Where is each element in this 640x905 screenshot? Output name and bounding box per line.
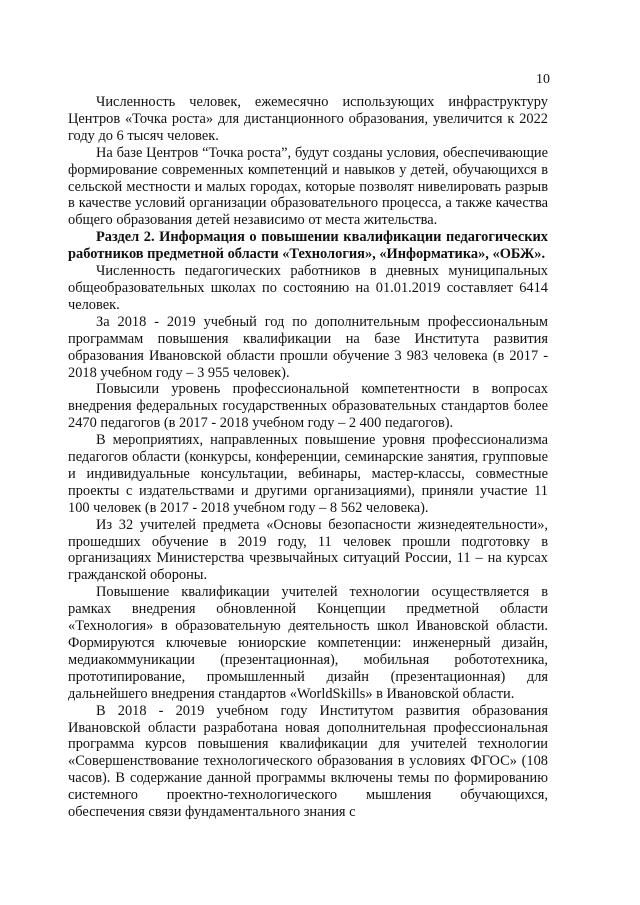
document-body [68, 94, 548, 821]
paragraph-centers-competencies: На базе Центров “Точка роста”, будут созданы условия, обеспечивающие формирование современных компетенций и навыков у детей, обучающихся в сельской местности и малых городах, которые позволят нивелировать разрыв в качестве условий организации образовательного процесса, а также качества общего образования детей независимо от места жительства. [68, 144, 548, 229]
section-2-heading: Раздел 2. Информация о повышении квалификации педагогических работников предметной области «Технология», «Информатика», «ОБЖ». [68, 229, 548, 263]
paragraph-obzh-teachers: Из 32 учителей предмета «Основы безопасности жизнедеятельности», прошедших обучение в 2019 году, 11 человек прошли подготовку в организациях Министерства чрезвычайных ситуаций России, 11 – на курсах гражданской обороны. [68, 516, 548, 584]
paragraph-teachers-count: Численность педагогических работников в дневных муниципальных общеобразовательных школах по состоянию на 01.01.2019 составляет 6414 человек. [68, 263, 548, 313]
paragraph-training-2018-2019: За 2018 - 2019 учебный год по дополнительным профессиональным программам повышения квалификации на базе Института развития образования Ивановской области прошли обучение 3 983 человека (в 2017 - 2018 учебном году – 3 955 человек). [68, 313, 548, 381]
paragraph-events-participation: В мероприятиях, направленных повышение уровня профессионализма педагогов области (конкурсы, конференции, семинарские занятия, групповые и индивидуальные консультации, вебинары, мастер-классы, совместные проекты с издательствами и другими организациями), приняли участие 11 100 человек (в 2017 - 2018 учебном году – 8 562 человека). [68, 432, 548, 516]
paragraph-new-program: В 2018 - 2019 учебном году Институтом развития образования Ивановской области разработана новая дополнительная профессиональная программа курсов повышения квалификации для учителей технологии «Совершенствование технологического образования в условиях ФГОС» (108 часов). В содержание данной программы включены темы по формированию системного проектно-технологического мышления обучающихся, обеспечения связи фундаментального знания с [68, 702, 548, 821]
page-number: 10 [536, 72, 550, 87]
paragraph-technology-concept: Повышение квалификации учителей технологии осуществляется в рамках внедрения обновленной Концепции предметной области «Технология» в образовательную деятельность школ Ивановской области. Формируются ключевые юниорские компетенции: инженерный дизайн, медиакоммуникации (презентационная), мобильная робототехника, прототипирование, промышленный дизайн (презентационная) для дальнейшего внедрения стандартов «WorldSkills» в Ивановской области. [68, 584, 548, 702]
paragraph-centers-remote-education: Численность человек, ежемесячно использующих инфраструктуру Центров «Точка роста» для дистанционного образования, увеличится к 2022 году до 6 тысяч человек. [68, 94, 548, 144]
paragraph-fgos-competence: Повысили уровень профессиональной компетентности в вопросах внедрения федеральных государственных образовательных стандартов более 2470 педагогов (в 2017 - 2018 учебном году – 2 400 педагогов). [68, 381, 548, 432]
